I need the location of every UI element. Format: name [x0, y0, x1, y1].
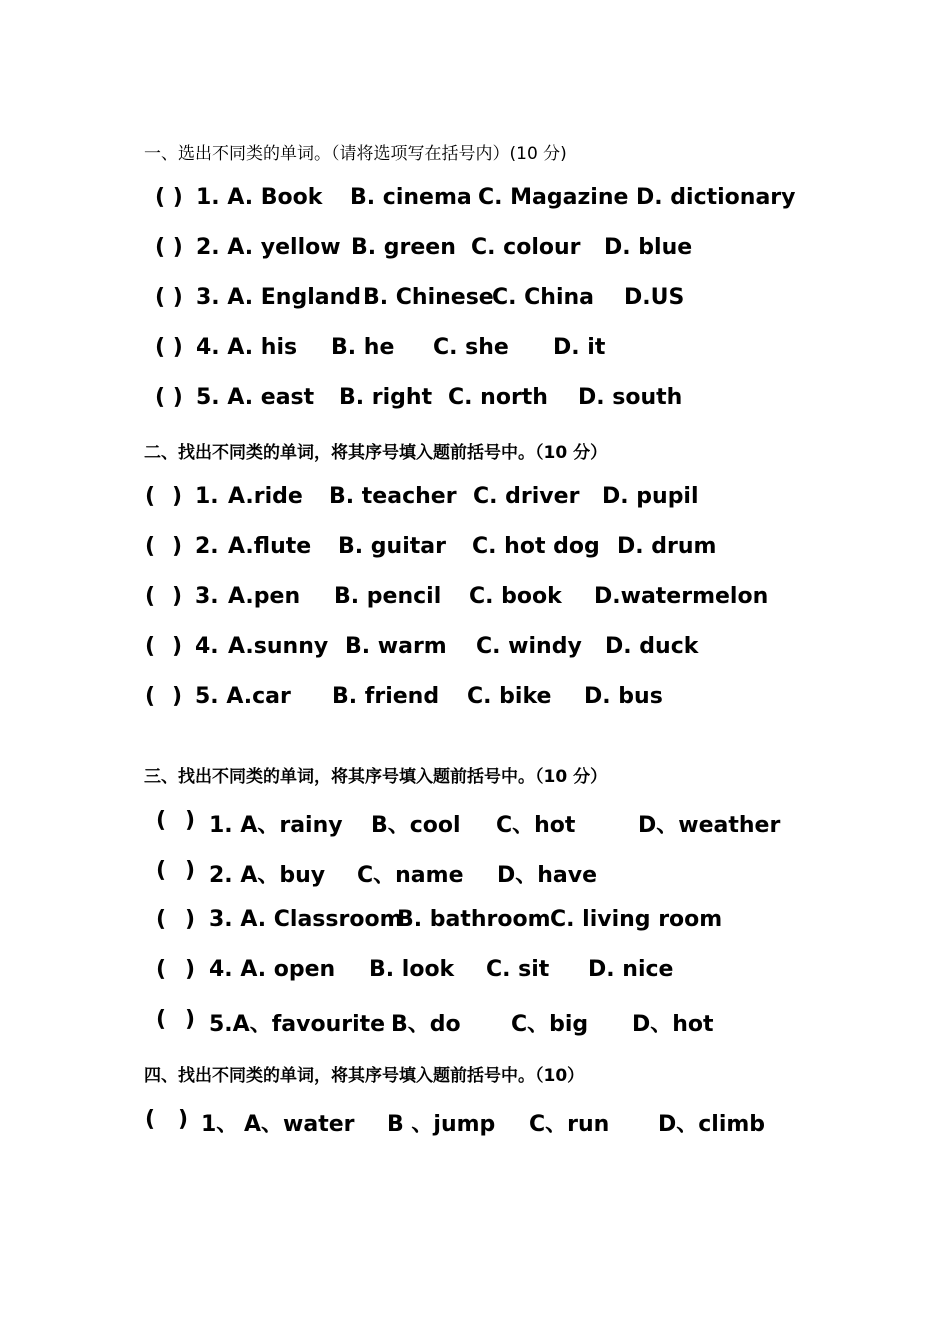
question-option-a: 2. A、buy	[209, 863, 326, 888]
answer-bracket[interactable]: ( )	[155, 235, 183, 260]
option-d: D. dictionary	[636, 185, 796, 210]
bracket-close[interactable]: )	[185, 808, 196, 833]
bracket-open[interactable]: (	[145, 1107, 156, 1132]
question-option-a: 4. A. his	[196, 335, 298, 360]
option-a: A.ride	[228, 484, 303, 509]
answer-bracket[interactable]: ( )	[155, 335, 183, 360]
question-option-a: 3. A. Classroom	[209, 907, 403, 932]
bracket-open[interactable]: (	[156, 957, 167, 982]
question-number: 4.	[195, 634, 219, 659]
option-c: C. driver	[473, 484, 580, 509]
section-4-heading: 四、找出不同类的单词，将其序号填入题前括号中。（10）	[144, 1066, 585, 1086]
option-d: D.watermelon	[594, 584, 769, 609]
question-number: 1.	[195, 484, 219, 509]
bracket-close[interactable]: )	[172, 684, 183, 709]
bracket-open[interactable]: (	[145, 534, 156, 559]
option-b: B. warm	[345, 634, 447, 659]
option-b: B、cool	[371, 813, 461, 838]
option-d: D、weather	[638, 813, 781, 838]
option-c: C、hot	[496, 813, 576, 838]
option-b: B. guitar	[338, 534, 446, 559]
question-option-a: 1. A、rainy	[209, 813, 343, 838]
question-option-a: 5. A. east	[196, 385, 315, 410]
option-c: C. hot dog	[472, 534, 600, 559]
section-2-heading: 二、找出不同类的单词，将其序号填入题前括号中。（10 分）	[144, 443, 608, 463]
option-c: C. north	[448, 385, 548, 410]
option-a: A、water	[244, 1112, 355, 1137]
option-b: B. teacher	[329, 484, 457, 509]
option-b: B. cinema	[350, 185, 472, 210]
option-c: C. sit	[486, 957, 550, 982]
option-a: A.sunny	[228, 634, 329, 659]
section-3-heading: 三、找出不同类的单词，将其序号填入题前括号中。（10 分）	[144, 767, 608, 787]
bracket-close[interactable]: )	[185, 957, 196, 982]
bracket-close[interactable]: )	[185, 1007, 196, 1032]
question-option-a: 3. A. England	[196, 285, 362, 310]
answer-bracket[interactable]: ( )	[155, 285, 183, 310]
bracket-open[interactable]: (	[156, 907, 167, 932]
option-c: C. book	[469, 584, 562, 609]
option-c: C. windy	[476, 634, 582, 659]
bracket-open[interactable]: (	[145, 684, 156, 709]
question-option-a: 4. A. open	[209, 957, 336, 982]
option-b: B. green	[351, 235, 456, 260]
option-d: D. south	[578, 385, 683, 410]
option-b: B. look	[369, 957, 455, 982]
option-a: A.pen	[228, 584, 301, 609]
option-c: C. China	[492, 285, 595, 310]
option-d: D. drum	[617, 534, 717, 559]
answer-bracket[interactable]: ( )	[155, 185, 183, 210]
option-d: D. blue	[604, 235, 693, 260]
question-number: 1、	[201, 1112, 239, 1137]
option-d: D、have	[497, 863, 598, 888]
question-option-a: 1. A. Book	[196, 185, 323, 210]
option-b: B. Chinese	[363, 285, 494, 310]
option-d: D. it	[553, 335, 606, 360]
bracket-close[interactable]: )	[185, 858, 196, 883]
bracket-close[interactable]: )	[185, 907, 196, 932]
option-a: A.flute	[228, 534, 312, 559]
option-d: D. duck	[605, 634, 699, 659]
option-b: B. bathroom	[397, 907, 551, 932]
bracket-open[interactable]: (	[145, 584, 156, 609]
option-b: B. friend	[332, 684, 440, 709]
option-c: C. living room	[550, 907, 723, 932]
option-b: B. right	[339, 385, 433, 410]
option-c: C. she	[433, 335, 509, 360]
option-c: C、run	[529, 1112, 610, 1137]
option-b: B. pencil	[334, 584, 442, 609]
option-d: D、climb	[658, 1112, 766, 1137]
bracket-close[interactable]: )	[172, 634, 183, 659]
option-d: D. nice	[588, 957, 674, 982]
bracket-open[interactable]: (	[156, 858, 167, 883]
option-c: C. Magazine	[478, 185, 629, 210]
bracket-open[interactable]: (	[145, 484, 156, 509]
bracket-open[interactable]: (	[156, 1007, 167, 1032]
option-b: B. he	[331, 335, 395, 360]
question-number: 2.	[195, 534, 219, 559]
option-c: C、big	[511, 1012, 589, 1037]
option-d: D.US	[624, 285, 685, 310]
bracket-close[interactable]: )	[172, 584, 183, 609]
section-1-heading: 一、选出不同类的单词。（请将选项写在括号内）(10 分)	[144, 144, 567, 164]
bracket-open[interactable]: (	[156, 808, 167, 833]
question-option-a: 5.A、favourite	[209, 1012, 386, 1037]
bracket-close[interactable]: )	[178, 1107, 189, 1132]
option-d: D. pupil	[602, 484, 699, 509]
bracket-open[interactable]: (	[145, 634, 156, 659]
bracket-close[interactable]: )	[172, 534, 183, 559]
question-option-a: 2. A. yellow	[196, 235, 341, 260]
answer-bracket[interactable]: ( )	[155, 385, 183, 410]
option-c: C. colour	[471, 235, 581, 260]
option-b: B 、jump	[387, 1112, 496, 1137]
bracket-close[interactable]: )	[172, 484, 183, 509]
question-number: 3.	[195, 584, 219, 609]
option-c: C. bike	[467, 684, 552, 709]
option-c: C、name	[357, 863, 464, 888]
option-d: D、hot	[632, 1012, 714, 1037]
option-b: B、do	[391, 1012, 461, 1037]
question-option-a: 5. A.car	[195, 684, 291, 709]
option-d: D. bus	[584, 684, 663, 709]
